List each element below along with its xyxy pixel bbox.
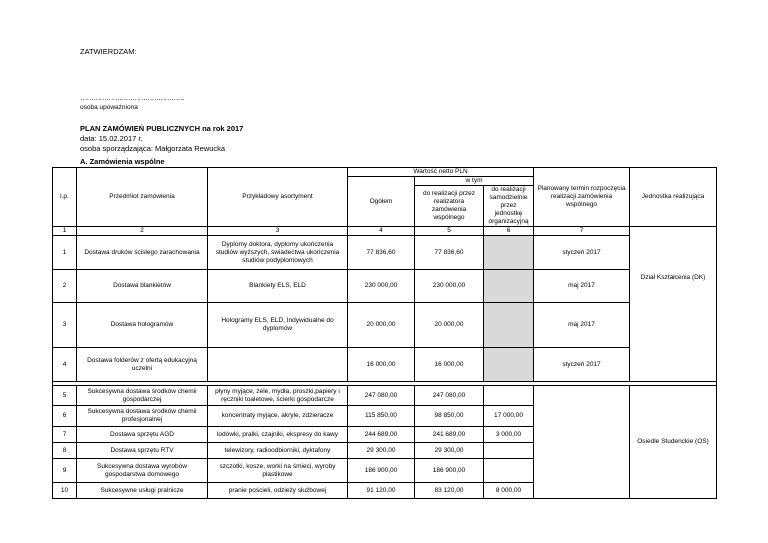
row-subject: Sukcesywna dostawa środków chemii profesjonalnej: [77, 406, 208, 427]
row-total: 186 900,00: [348, 459, 415, 483]
row-contractor-value: 20 000,00: [415, 303, 484, 348]
row-unit-os: Osiedle Studenckie (OS): [630, 386, 717, 499]
approve-label: ZATWIERDZAM:: [80, 47, 137, 56]
row-assortment: Blankiety ELS, ELD: [208, 270, 348, 303]
row-independent-value: [484, 348, 534, 382]
row-assortment: Hologramy ELS, ELD, Indywidualne do dyplomów: [208, 303, 348, 348]
row-assortment: Dyplomy doktora, dyplomy ukończenia studiów wyższych, świadectwa ukończenia studiów podyplomowych: [208, 236, 348, 270]
row-number: 2: [53, 270, 77, 303]
row-planned-term: [534, 386, 630, 499]
row-independent-value: [484, 459, 534, 483]
row-unit-dk: Dział Kształcenia (DK): [630, 270, 717, 382]
row-assortment: [208, 348, 348, 382]
header-net-value: Wartość netto PLN: [348, 168, 534, 177]
row-subject: Dostawa sprzętu RTV: [77, 443, 208, 459]
row-contractor-value: 83 120,00: [415, 483, 484, 499]
row-total: 16 000,00: [348, 348, 415, 382]
row-subject: Dostawa druków ścisłego zarachowania: [77, 236, 208, 270]
column-number: 3: [208, 227, 348, 236]
row-number: 1: [53, 236, 77, 270]
preparer-line: osoba sporządzająca: Małgorzata Rewucka: [80, 144, 226, 153]
row-contractor-value: 230 000,00: [415, 270, 484, 303]
document-date: data: 15.02.2017 r.: [80, 134, 143, 143]
row-planned-term: styczeń 2017: [534, 236, 630, 270]
table-row: [53, 236, 717, 270]
column-number: 5: [415, 227, 484, 236]
row-subject: Dostawa hologramów: [77, 303, 208, 348]
row-independent-value: [484, 303, 534, 348]
header-lp: l.p.: [53, 168, 77, 227]
row-assortment: płyny myjące, żele, mydła, proszki,papiery i ręczniki toaletowe, ścierki gospodarcze: [208, 386, 348, 406]
header-assortment: Przykładowy asortyment: [208, 168, 348, 227]
signature-dots: …………………………………………: [80, 93, 184, 102]
header-planned-term: Planowany termin rozpoczęcia realizacji zamówienia wspólnego: [534, 168, 630, 227]
column-number: 4: [348, 227, 415, 236]
unit-spacer: [630, 227, 717, 236]
row-planned-term: styczeń 2017: [534, 348, 630, 382]
row-independent-value: 8 000,00: [484, 483, 534, 499]
row-number: 4: [53, 348, 77, 382]
row-assortment: telewizory, radioodbiorniki, dyktafony: [208, 443, 348, 459]
row-independent-value: 3 000,00: [484, 427, 534, 443]
row-number: 7: [53, 427, 77, 443]
unit-spacer: [630, 236, 717, 270]
table-row: [53, 303, 717, 348]
row-planned-term: maj 2017: [534, 303, 630, 348]
row-independent-value: [484, 386, 534, 406]
row-total: 29 300,00: [348, 443, 415, 459]
row-contractor-value: 98 850,00: [415, 406, 484, 427]
row-contractor-value: 29 300,00: [415, 443, 484, 459]
table-row: [53, 270, 717, 303]
header-unit: Jednostka realizująca: [630, 168, 717, 227]
row-total: 20 000,00: [348, 303, 415, 348]
row-subject: Dostawa blankietów: [77, 270, 208, 303]
row-total: 244 689,00: [348, 427, 415, 443]
row-assortment: lodówki, pralki, czajniki, ekspresy do kawy: [208, 427, 348, 443]
row-independent-value: [484, 443, 534, 459]
row-planned-term: maj 2017: [534, 270, 630, 303]
row-independent-value: [484, 270, 534, 303]
row-independent-value: 17 000,00: [484, 406, 534, 427]
row-number: 3: [53, 303, 77, 348]
column-number: 7: [534, 227, 630, 236]
column-number: 1: [53, 227, 77, 236]
row-assortment: szczotki, kosze, worki na śmieci, wyroby plastikowe: [208, 459, 348, 483]
header-by-contractor: do realizacji przez realizatora zamówienia wspólnego: [415, 186, 484, 227]
row-subject: Dostawa sprzętu AGD: [77, 427, 208, 443]
row-independent-value: [484, 236, 534, 270]
row-number: 5: [53, 386, 77, 406]
row-subject: Sukcesywne usługi pralnicze: [77, 483, 208, 499]
row-contractor-value: 186 900,00: [415, 459, 484, 483]
document-title: PLAN ZAMÓWIEŃ PUBLICZNYCH na rok 2017: [80, 124, 244, 133]
row-total: 77 836,60: [348, 236, 415, 270]
row-subject: Sukcesywna dostawa środków chemii gospodarczej: [77, 386, 208, 406]
row-total: 247 080,00: [348, 386, 415, 406]
row-contractor-value: 241 689,00: [415, 427, 484, 443]
row-assortment: pranie pościeli, odzieży służbowej: [208, 483, 348, 499]
header-subject: Przedmiot zamówienia: [77, 168, 208, 227]
row-number: 6: [53, 406, 77, 427]
row-total: 115 850,00: [348, 406, 415, 427]
row-total: 91 120,00: [348, 483, 415, 499]
row-total: 230 000,00: [348, 270, 415, 303]
row-subject: Dostawa folderów z ofertą edukacyjną uczelni: [77, 348, 208, 382]
section-heading: A. Zamówienia wspólne: [80, 157, 165, 166]
row-number: 8: [53, 443, 77, 459]
header-independent: do realizacji samodzielnie przez jednostkę organizacyjną: [484, 186, 534, 227]
header-total: Ogółem: [348, 177, 415, 227]
row-contractor-value: 16 000,00: [415, 348, 484, 382]
column-number: 6: [484, 227, 534, 236]
row-number: 10: [53, 483, 77, 499]
header-including: w tym: [415, 177, 534, 186]
procurement-plan-table: [52, 167, 717, 499]
authorized-person-label: osoba upoważniona: [80, 104, 138, 111]
row-assortment: koncentraty myjące, akryle, zdzieracze: [208, 406, 348, 427]
row-contractor-value: 77 836,60: [415, 236, 484, 270]
row-subject: Sukcesywna dostawa wyrobów gospodarstwa domowego: [77, 459, 208, 483]
row-number: 9: [53, 459, 77, 483]
table-row: [53, 386, 717, 406]
table-row: [53, 348, 717, 382]
column-number: 2: [77, 227, 208, 236]
row-contractor-value: 247 080,00: [415, 386, 484, 406]
